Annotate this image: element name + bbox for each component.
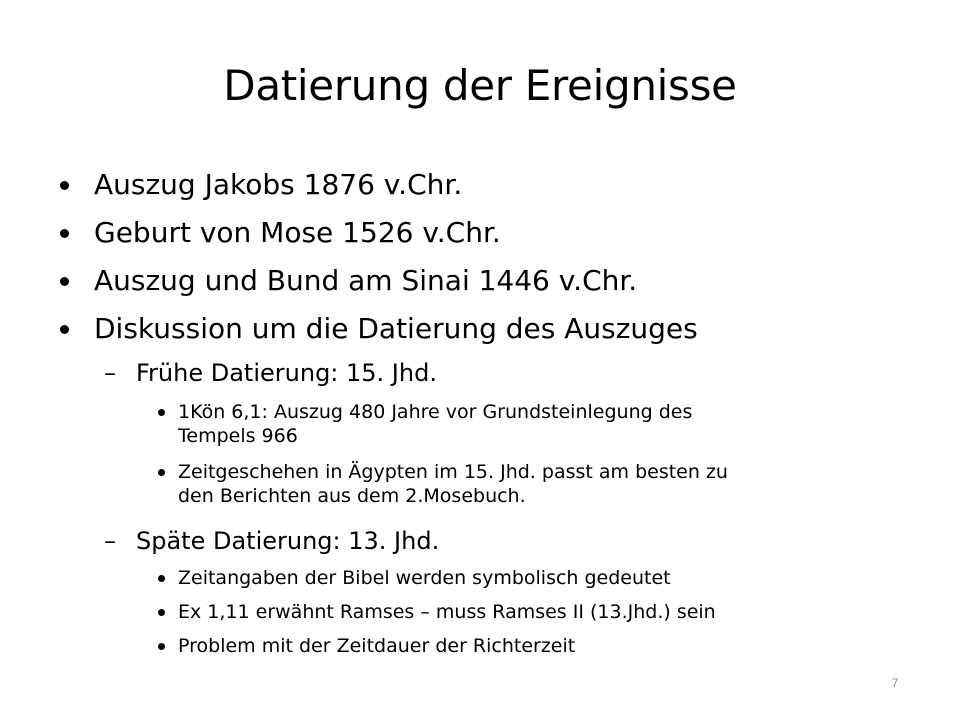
dash-icon: –	[104, 527, 116, 555]
bullet-icon	[158, 469, 165, 476]
detail-text-line: Ex 1,11 erwähnt Ramses – muss Ramses II (13.Jhd.) sein	[178, 601, 716, 623]
bullet-text: Auszug und Bund am Sinai 1446 v.Chr.	[94, 264, 638, 297]
detail-text-line: Problem mit der Zeitdauer der Richterzeit	[178, 635, 576, 657]
detail-text-line: 1Kön 6,1: Auszug 480 Jahre vor Grundsteinlegung des	[178, 401, 693, 423]
bullet-icon	[60, 277, 69, 286]
bullet-icon	[158, 643, 165, 650]
detail-text-line: den Berichten aus dem 2.Mosebuch.	[178, 485, 526, 507]
bullet-icon	[60, 181, 69, 190]
bullet-icon	[158, 409, 165, 416]
bullet-icon	[158, 609, 165, 616]
detail-text-line: Zeitgeschehen in Ägypten im 15. Jhd. passt am besten zu	[178, 461, 728, 483]
dash-icon: –	[104, 359, 116, 387]
bullet-text: Diskussion um die Datierung des Auszuges	[94, 312, 698, 345]
bullet-icon	[60, 325, 69, 334]
bullet-icon	[60, 229, 69, 238]
page-number: 7	[891, 676, 899, 690]
detail-text-line: Zeitangaben der Bibel werden symbolisch gedeutet	[178, 567, 671, 589]
bullet-text: Geburt von Mose 1526 v.Chr.	[94, 216, 501, 249]
slide-title: Datierung der Ereignisse	[223, 61, 737, 110]
sub-bullet-text: Frühe Datierung: 15. Jhd.	[136, 359, 437, 387]
bullet-text: Auszug Jakobs 1876 v.Chr.	[94, 168, 463, 201]
sub-bullet-text: Späte Datierung: 13. Jhd.	[136, 527, 440, 555]
bullet-icon	[158, 575, 165, 582]
detail-text-line: Tempels 966	[178, 425, 298, 447]
